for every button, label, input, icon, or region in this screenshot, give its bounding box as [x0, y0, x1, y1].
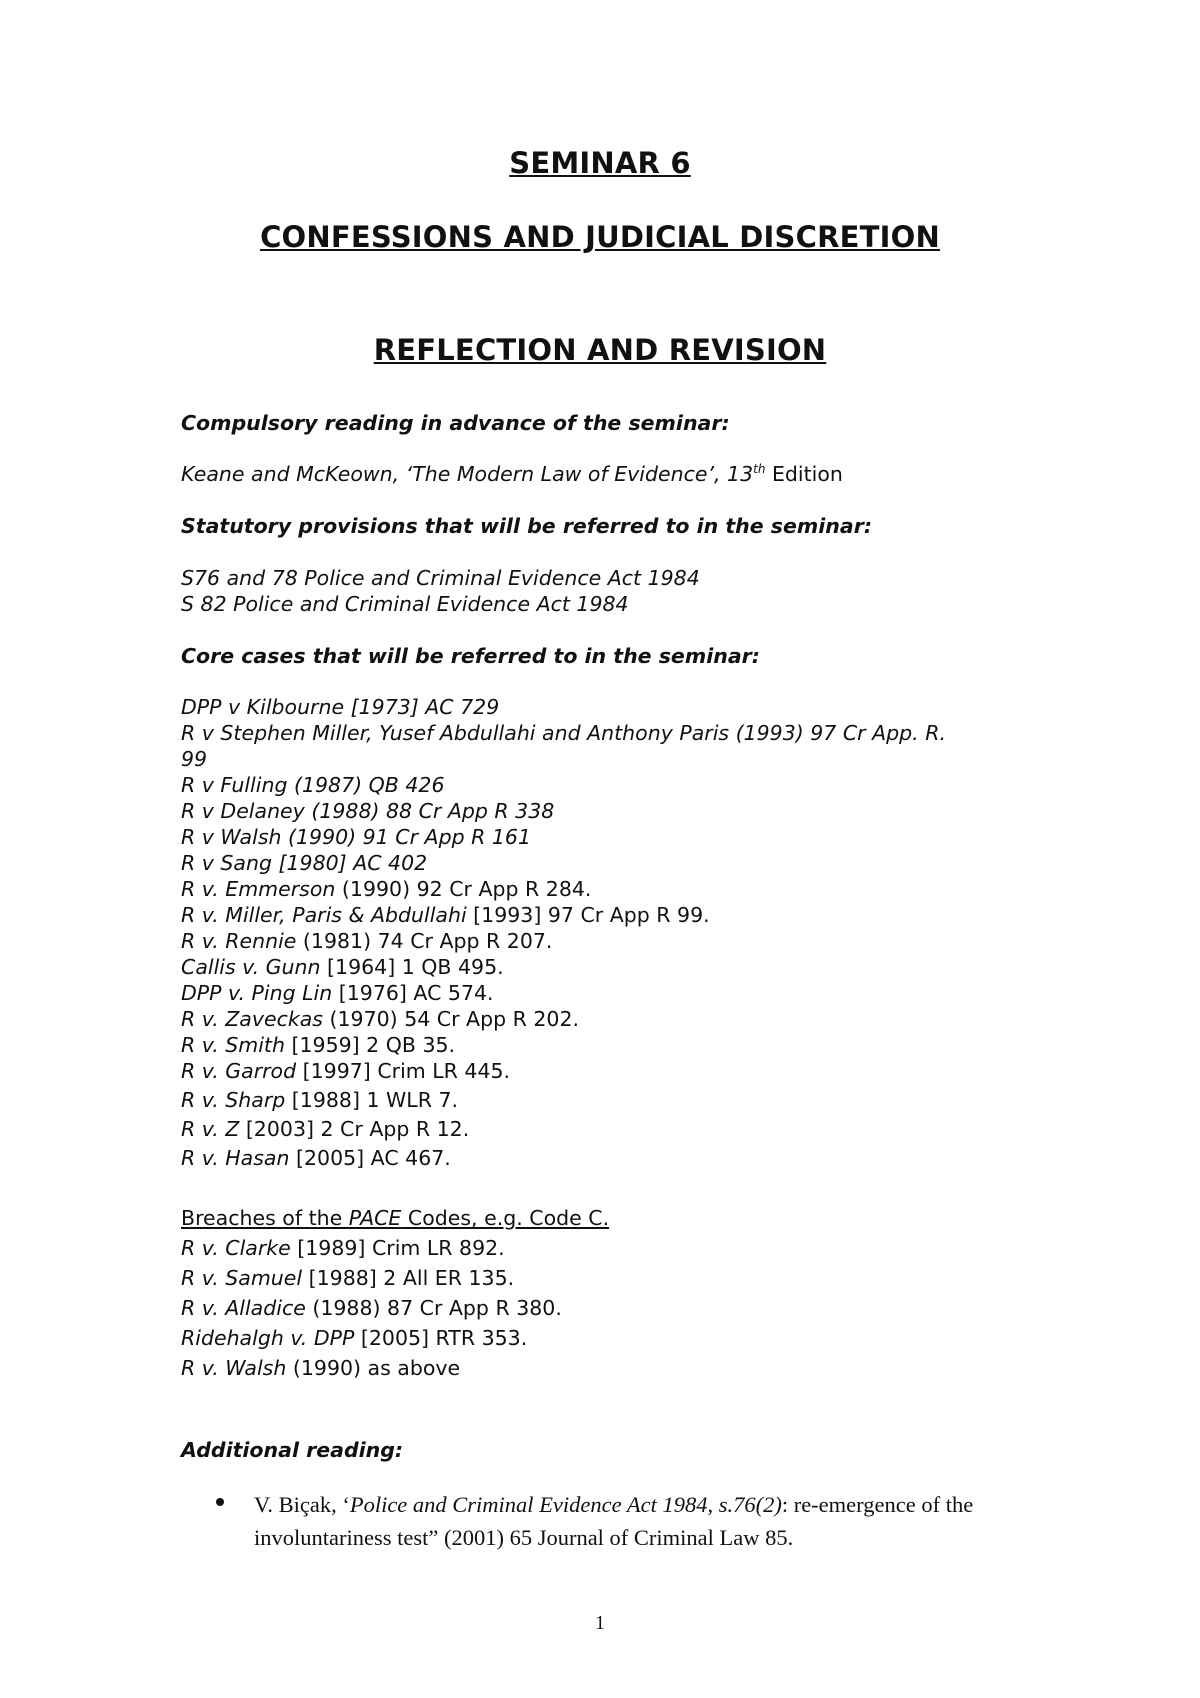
case-line: R v. Miller, Paris & Abdullahi [1993] 97 Cr App R 99.	[181, 903, 710, 927]
additional-reading-text: V. Biçak, ‘Police and Criminal Evidence Act 1984, s.76(2): re-emergence of the involuntariness test” (2001) 65 Journal of Criminal Law 85.	[254, 1492, 974, 1550]
case-line: Callis v. Gunn [1964] 1 QB 495.	[181, 955, 504, 979]
page-title: SEMINAR 6	[509, 146, 691, 180]
case-line: R v. Rennie (1981) 74 Cr App R 207.	[181, 929, 553, 953]
case-line: R v Delaney (1988) 88 Cr App R 338	[181, 799, 555, 823]
compulsory-reading: Keane and McKeown, ‘The Modern Law of Evidence’, 13th Edition	[181, 462, 843, 486]
case-line: 99	[181, 747, 208, 771]
case-line: R v. Smith [1959] 2 QB 35.	[181, 1033, 456, 1057]
case-line: R v. Alladice (1988) 87 Cr App R 380.	[181, 1296, 562, 1320]
case-line: Ridehalgh v. DPP [2005] RTR 353.	[181, 1326, 528, 1350]
case-line: R v. Z [2003] 2 Cr App R 12.	[181, 1117, 470, 1141]
case-line: R v. Clarke [1989] Crim LR 892.	[181, 1236, 505, 1260]
bullet-icon	[216, 1498, 224, 1506]
statute-line: S76 and 78 Police and Criminal Evidence Act 1984	[181, 566, 700, 590]
case-line: R v Sang [1980] AC 402	[181, 851, 428, 875]
case-line: R v. Walsh (1990) as above	[181, 1356, 461, 1380]
case-line: DPP v Kilbourne [1973] AC 729	[181, 695, 500, 719]
case-line: R v. Zaveckas (1970) 54 Cr App R 202.	[181, 1007, 580, 1031]
section-title: REFLECTION AND REVISION	[373, 333, 827, 367]
case-line: R v. Garrod [1997] Crim LR 445.	[181, 1059, 511, 1083]
case-line: R v. Hasan [2005] AC 467.	[181, 1146, 451, 1170]
statute-line: S 82 Police and Criminal Evidence Act 1984	[181, 592, 629, 616]
case-line: R v Walsh (1990) 91 Cr App R 161	[181, 825, 532, 849]
statutory-heading: Statutory provisions that will be referred to in the seminar:	[181, 514, 873, 538]
core-cases-heading: Core cases that will be referred to in the seminar:	[181, 644, 760, 668]
case-line: R v. Emmerson (1990) 92 Cr App R 284.	[181, 877, 592, 901]
page-subtitle: CONFESSIONS AND JUDICIAL DISCRETION	[260, 220, 940, 254]
compulsory-heading: Compulsory reading in advance of the seminar:	[181, 411, 730, 435]
case-line: R v Fulling (1987) QB 426	[181, 773, 445, 797]
case-line: DPP v. Ping Lin [1976] AC 574.	[181, 981, 494, 1005]
additional-heading: Additional reading:	[181, 1438, 404, 1462]
page-number: 1	[595, 1612, 605, 1634]
case-line: R v. Sharp [1988] 1 WLR 7.	[181, 1088, 459, 1112]
case-line: R v Stephen Miller, Yusef Abdullahi and Anthony Paris (1993) 97 Cr App. R.	[181, 721, 946, 745]
pace-heading: Breaches of the PACE Codes, e.g. Code C.	[181, 1206, 610, 1230]
case-line: R v. Samuel [1988] 2 All ER 135.	[181, 1266, 515, 1290]
